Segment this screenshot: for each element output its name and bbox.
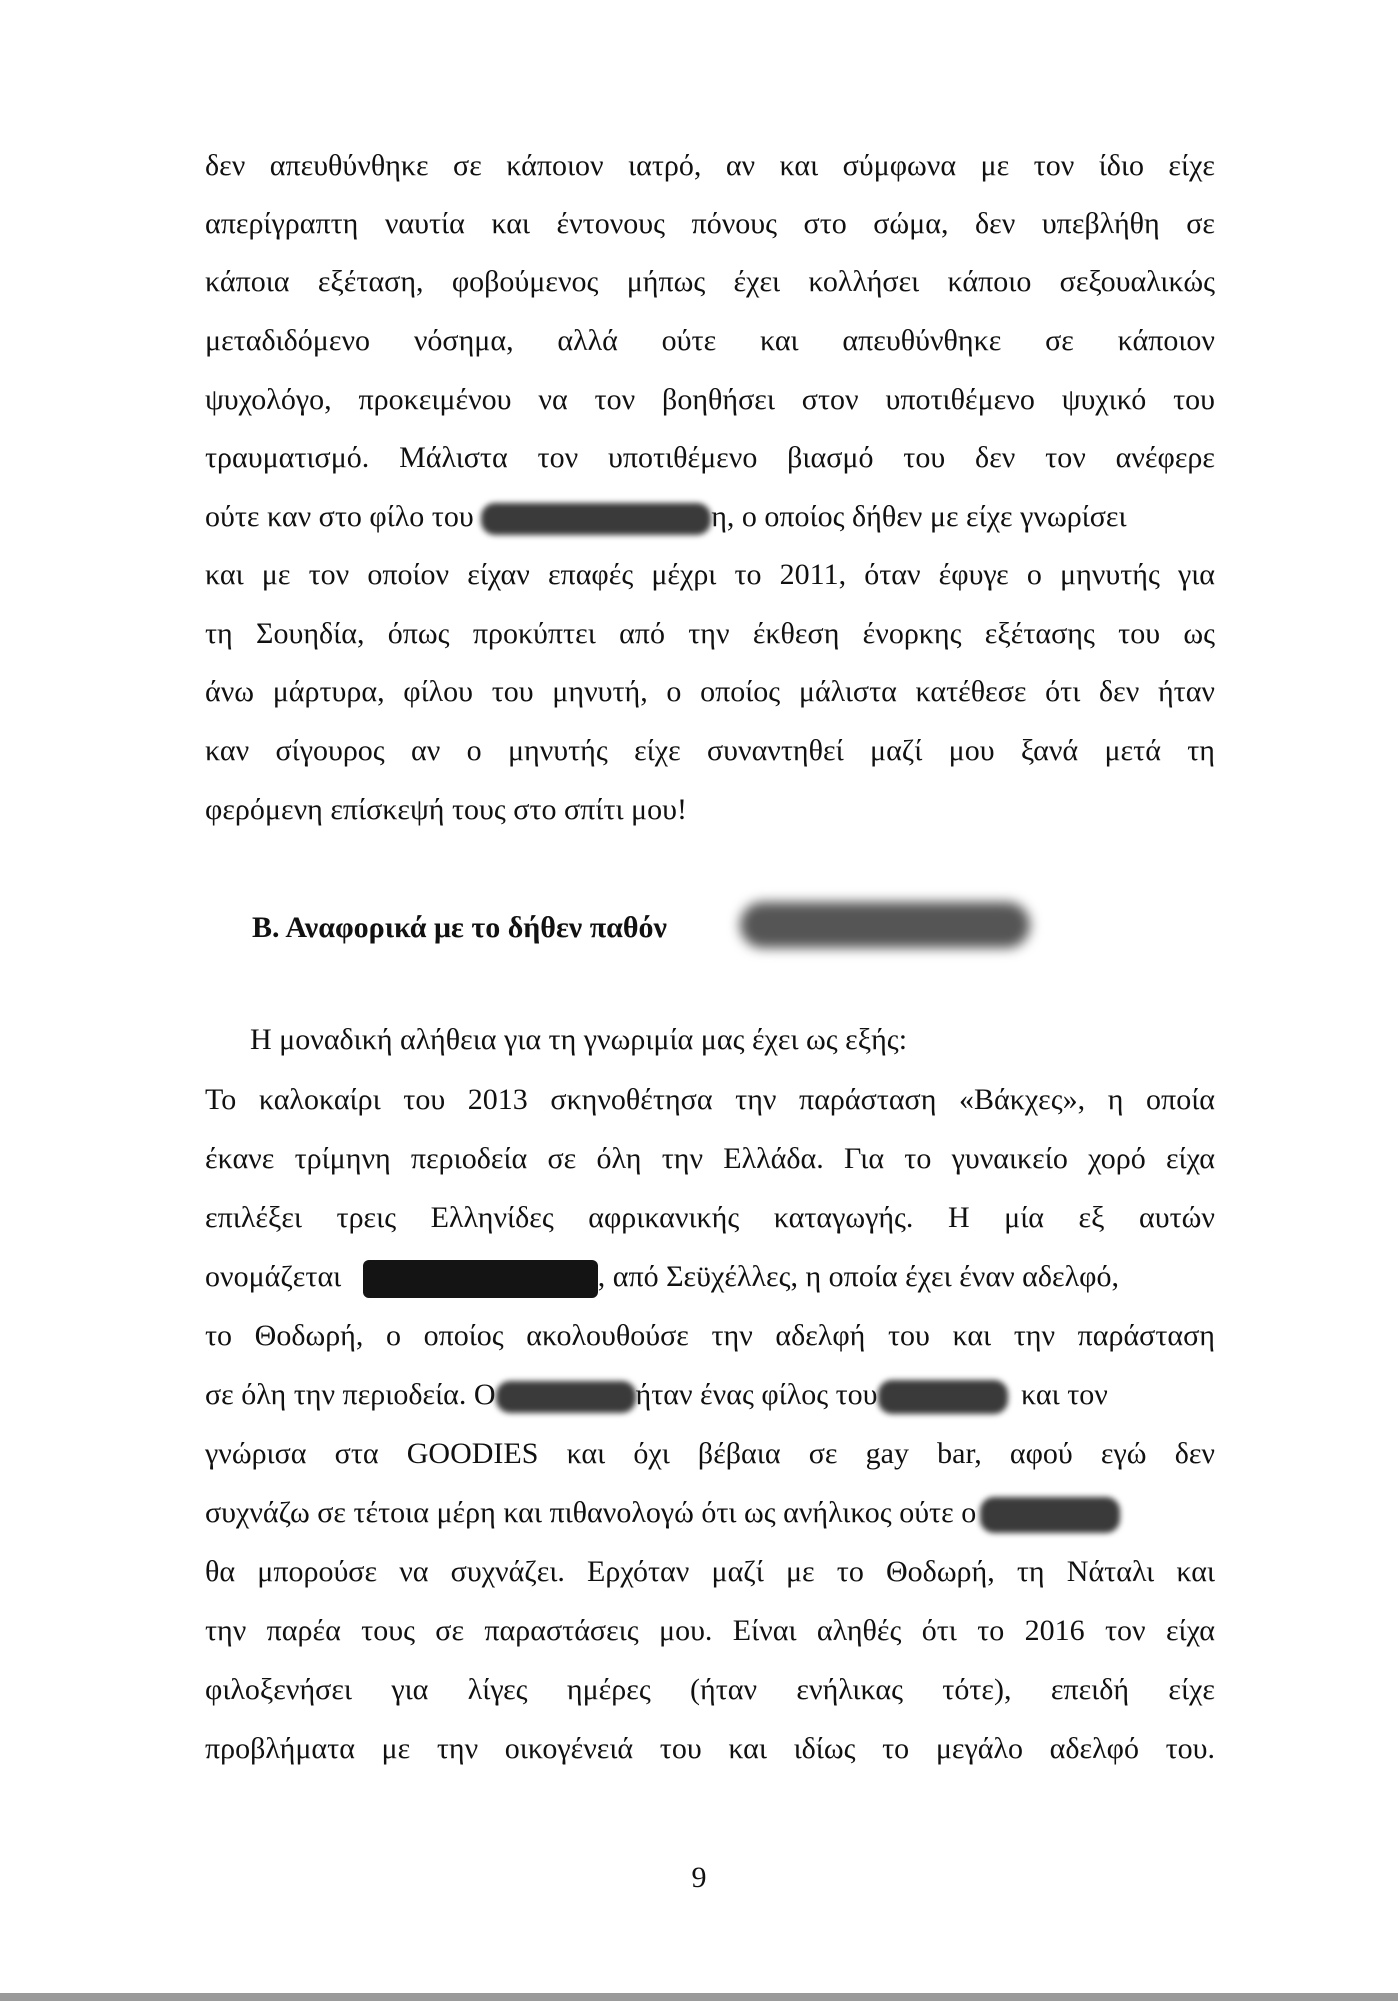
text-line: γνώρισα στα GOODIES και όχι βέβαια σε gay bar, αφού εγώ δεν bbox=[205, 1437, 1215, 1470]
text-line-redacted bbox=[205, 1257, 1215, 1298]
text-line: το Θοδωρή, ο οποίος ακολουθούσε την αδελφή του και την παράσταση bbox=[205, 1319, 1215, 1352]
text-line: προβλήματα με την οικογένειά του και ιδίως το μεγάλο αδελφό του. bbox=[205, 1732, 1215, 1765]
text-fragment: συχνάζω σε τέτοια μέρη και πιθανολογώ ότι ως ανήλικος ούτε ο bbox=[205, 1496, 977, 1529]
redaction-box bbox=[740, 902, 1030, 948]
text-line-redacted bbox=[205, 1375, 1215, 1415]
scan-edge bbox=[0, 1993, 1398, 2001]
redaction-box bbox=[363, 1260, 598, 1298]
text-line: φιλοξενήσει για λίγες ημέρες (ήταν ενήλικας τότε), επειδή είχε bbox=[205, 1673, 1215, 1706]
text-line: τη Σουηδία, όπως προκύπτει από την έκθεση ένορκης εξέτασης του ως bbox=[205, 617, 1215, 650]
text-line: την παρέα τους σε παραστάσεις μου. Είναι αληθές ότι το 2016 τον είχα bbox=[205, 1614, 1215, 1647]
text-fragment: και τον bbox=[1021, 1378, 1108, 1411]
text-line: και με τον οποίον είχαν επαφές μέχρι το 2011, όταν έφυγε ο μηνυτής για bbox=[205, 558, 1215, 591]
redaction-box bbox=[496, 1381, 636, 1413]
text-line: ψυχολόγο, προκειμένου να τον βοηθήσει στον υποτιθέμενο ψυχικό του bbox=[205, 383, 1215, 416]
text-line: Το καλοκαίρι του 2013 σκηνοθέτησα την παράσταση «Βάκχες», η οποία bbox=[205, 1083, 1215, 1116]
text-fragment: ονομάζεται bbox=[205, 1260, 342, 1293]
text-line: θα μπορούσε να συχνάζει. Ερχόταν μαζί με το Θοδωρή, τη Νάταλι και bbox=[205, 1555, 1215, 1588]
text-line: καν σίγουρος αν ο μηνυτής είχε συναντηθεί μαζί μου ξανά μετά τη bbox=[205, 734, 1215, 767]
text-line: τραυματισμό. Μάλιστα τον υποτιθέμενο βιασμό του δεν τον ανέφερε bbox=[205, 441, 1215, 474]
section-heading: Β. Αναφορικά με το δήθεν παθόν bbox=[252, 911, 667, 944]
redaction-box bbox=[878, 1380, 1008, 1414]
text-line: άνω μάρτυρα, φίλου του μηνυτή, ο οποίος μάλιστα κατέθεσε ότι δεν ήταν bbox=[205, 675, 1215, 708]
text-line-redacted bbox=[205, 1493, 1215, 1533]
text-line: φερόμενη επίσκεψή τους στο σπίτι μου! bbox=[205, 793, 687, 826]
redaction-box bbox=[481, 503, 711, 535]
text-line: έκανε τρίμηνη περιοδεία σε όλη την Ελλάδα. Για το γυναικείο χορό είχα bbox=[205, 1142, 1215, 1175]
text-line: Η μοναδική αλήθεια για τη γνωριμία μας έχει ως εξής: bbox=[250, 1023, 908, 1056]
text-fragment: σε όλη την περιοδεία. Ο bbox=[205, 1378, 496, 1411]
text-fragment: ούτε καν στο φίλο του bbox=[205, 500, 474, 533]
text-line: επιλέξει τρεις Ελληνίδες αφρικανικής καταγωγής. Η μία εξ αυτών bbox=[205, 1201, 1215, 1234]
text-fragment: , από Σεϋχέλλες, η οποία έχει έναν αδελφό, bbox=[597, 1260, 1119, 1293]
text-line: δεν απευθύνθηκε σε κάποιον ιατρό, αν και σύμφωνα με τον ίδιο είχε bbox=[205, 149, 1215, 182]
redaction-box bbox=[980, 1497, 1120, 1533]
text-fragment: η, ο οποίος δήθεν με είχε γνωρίσει bbox=[711, 500, 1127, 533]
page-number: 9 bbox=[691, 1861, 707, 1894]
text-line: απερίγραπτη ναυτία και έντονους πόνους στο σώμα, δεν υπεβλήθη σε bbox=[205, 207, 1215, 240]
text-line: κάποια εξέταση, φοβούμενος μήπως έχει κολλήσει κάποιο σεξουαλικώς bbox=[205, 265, 1215, 298]
text-line: μεταδιδόμενο νόσημα, αλλά ούτε και απευθύνθηκε σε κάποιον bbox=[205, 324, 1215, 357]
text-fragment: ήταν ένας φίλος του bbox=[635, 1378, 878, 1411]
text-line-redacted bbox=[205, 497, 1215, 537]
